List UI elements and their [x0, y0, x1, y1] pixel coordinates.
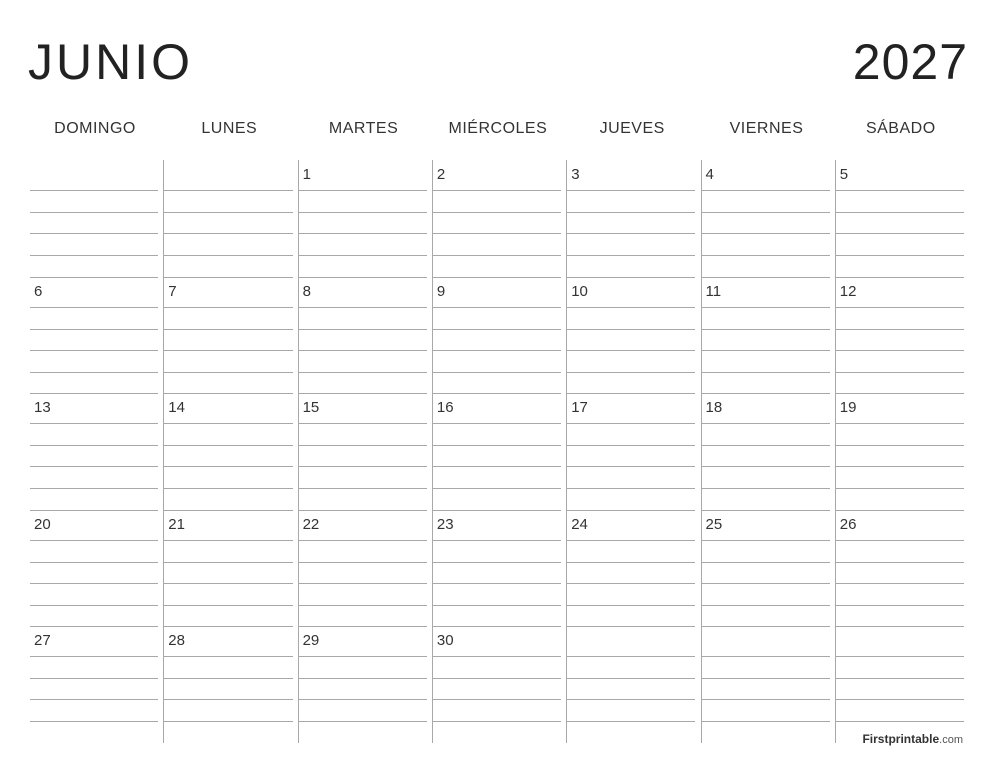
week-divider-line [567, 277, 695, 278]
day-cell [162, 393, 296, 510]
writing-line [836, 540, 964, 541]
writing-line [836, 372, 964, 373]
year-title: 2027 [852, 34, 968, 90]
week-divider-line [30, 393, 158, 394]
writing-line [164, 372, 292, 373]
writing-line [836, 212, 964, 213]
writing-line [702, 540, 830, 541]
writing-line [567, 583, 695, 584]
week-divider-line [164, 393, 292, 394]
writing-line [299, 445, 427, 446]
week-divider-line [299, 626, 427, 627]
day-cell [297, 626, 431, 743]
writing-line [702, 255, 830, 256]
writing-line [567, 255, 695, 256]
writing-line [433, 190, 561, 191]
day-cell [834, 626, 968, 743]
weekday-header-row [28, 118, 968, 142]
writing-line [702, 307, 830, 308]
writing-line [299, 307, 427, 308]
writing-line [164, 423, 292, 424]
day-number: 10 [571, 282, 588, 300]
writing-line [299, 212, 427, 213]
writing-line [164, 721, 292, 722]
week-divider-line [567, 510, 695, 511]
writing-line [433, 445, 561, 446]
day-cell [700, 510, 834, 627]
day-cell [297, 510, 431, 627]
week-divider-line [702, 510, 830, 511]
writing-line [836, 423, 964, 424]
writing-line [567, 307, 695, 308]
writing-line [30, 307, 158, 308]
day-cell [834, 510, 968, 627]
writing-line [433, 562, 561, 563]
day-number: 23 [436, 515, 454, 533]
brand-logo [862, 732, 963, 747]
writing-line [702, 445, 830, 446]
writing-line [164, 583, 292, 584]
day-cell [162, 160, 296, 277]
writing-line [702, 583, 830, 584]
week-divider-line [164, 277, 292, 278]
writing-line [164, 540, 292, 541]
day-number: 13 [34, 399, 51, 417]
day-cell [700, 393, 834, 510]
writing-line [433, 678, 561, 679]
writing-line [567, 721, 695, 722]
writing-line [836, 466, 964, 467]
writing-line [433, 307, 561, 308]
day-number: 11 [705, 282, 722, 300]
day-cell [297, 160, 431, 277]
week-divider-line [567, 393, 695, 394]
writing-line [299, 372, 427, 373]
day-cell [834, 160, 968, 277]
writing-line [702, 372, 830, 373]
month-title: JUNIO [28, 34, 193, 90]
writing-line [30, 488, 158, 489]
day-cell [28, 626, 162, 743]
writing-line [836, 445, 964, 446]
writing-line [702, 678, 830, 679]
writing-line [299, 233, 427, 234]
day-number: 5 [839, 166, 849, 183]
weekday-label: JUEVES [599, 120, 665, 137]
writing-line [30, 678, 158, 679]
day-cell [700, 160, 834, 277]
writing-line [702, 605, 830, 606]
writing-line [433, 540, 561, 541]
writing-line [299, 329, 427, 330]
day-cell [565, 510, 699, 627]
week-divider-line [299, 277, 427, 278]
writing-line [702, 656, 830, 657]
day-number: 19 [839, 399, 857, 417]
writing-line [164, 656, 292, 657]
week-divider-line [836, 510, 964, 511]
writing-line [164, 678, 292, 679]
week-divider-line [30, 510, 158, 511]
writing-line [702, 562, 830, 563]
writing-line [433, 372, 561, 373]
writing-line [433, 605, 561, 606]
calendar-grid [28, 160, 968, 743]
writing-line [164, 255, 292, 256]
weekday-label: VIERNES [729, 120, 804, 137]
day-number: 16 [436, 399, 454, 417]
writing-line [30, 562, 158, 563]
day-cell [565, 393, 699, 510]
weekday-label: SÁBADO [865, 120, 936, 137]
writing-line [433, 329, 561, 330]
writing-line [836, 562, 964, 563]
writing-line [299, 562, 427, 563]
writing-line [433, 212, 561, 213]
day-number: 28 [168, 632, 185, 650]
writing-line [702, 423, 830, 424]
writing-line [30, 372, 158, 373]
writing-line [702, 212, 830, 213]
writing-line [30, 540, 158, 541]
writing-line [702, 466, 830, 467]
day-number: 3 [571, 166, 580, 183]
writing-line [836, 233, 964, 234]
week-divider-line [433, 626, 561, 627]
day-number: 20 [34, 515, 51, 533]
day-number: 29 [302, 632, 320, 650]
week-divider-line [299, 393, 427, 394]
writing-line [299, 350, 427, 351]
writing-line [836, 699, 964, 700]
writing-line [30, 233, 158, 234]
writing-line [836, 583, 964, 584]
writing-line [164, 699, 292, 700]
writing-line [164, 350, 292, 351]
writing-line [30, 329, 158, 330]
day-number: 8 [302, 282, 311, 300]
writing-line [433, 583, 561, 584]
week-divider-line [702, 277, 830, 278]
weekday-label: MARTES [328, 120, 399, 137]
day-cell [565, 626, 699, 743]
weekday-label: DOMINGO [54, 120, 136, 137]
day-number: 24 [571, 515, 588, 533]
writing-line [164, 307, 292, 308]
day-number: 14 [168, 399, 185, 417]
writing-line [836, 721, 964, 722]
week-divider-line [567, 626, 695, 627]
writing-line [164, 562, 292, 563]
writing-line [836, 605, 964, 606]
writing-line [164, 605, 292, 606]
writing-line [299, 255, 427, 256]
writing-line [702, 488, 830, 489]
brand-tld: .com [939, 734, 963, 746]
day-cell [28, 160, 162, 277]
writing-line [702, 699, 830, 700]
writing-line [836, 190, 964, 191]
day-number: 25 [705, 515, 723, 533]
day-number: 17 [571, 399, 588, 417]
day-number: 30 [436, 632, 454, 650]
day-number: 21 [168, 515, 185, 533]
writing-line [164, 445, 292, 446]
day-cell [162, 277, 296, 394]
day-cell [565, 277, 699, 394]
writing-line [567, 678, 695, 679]
week-divider-line [702, 393, 830, 394]
writing-line [30, 350, 158, 351]
day-number: 15 [302, 399, 320, 417]
writing-line [567, 423, 695, 424]
day-number: 1 [302, 166, 311, 183]
day-number: 22 [302, 515, 320, 533]
writing-line [567, 562, 695, 563]
writing-line [299, 540, 427, 541]
writing-line [30, 583, 158, 584]
writing-line [299, 488, 427, 489]
day-cell [297, 393, 431, 510]
writing-line [433, 233, 561, 234]
writing-line [164, 190, 292, 191]
day-cell [431, 510, 565, 627]
day-cell [431, 160, 565, 277]
day-cell [297, 277, 431, 394]
writing-line [30, 190, 158, 191]
writing-line [433, 466, 561, 467]
writing-line [299, 721, 427, 722]
week-divider-line [433, 393, 561, 394]
writing-line [567, 350, 695, 351]
writing-line [164, 233, 292, 234]
weekday-label: LUNES [201, 120, 258, 137]
writing-line [836, 329, 964, 330]
writing-line [702, 190, 830, 191]
day-cell [700, 626, 834, 743]
day-number: 18 [705, 399, 723, 417]
writing-line [164, 212, 292, 213]
day-cell [431, 626, 565, 743]
writing-line [836, 678, 964, 679]
writing-line [30, 423, 158, 424]
writing-line [567, 212, 695, 213]
writing-line [433, 656, 561, 657]
writing-line [836, 307, 964, 308]
writing-line [164, 488, 292, 489]
writing-line [30, 445, 158, 446]
writing-line [433, 488, 561, 489]
writing-line [567, 488, 695, 489]
day-cell [162, 510, 296, 627]
writing-line [567, 329, 695, 330]
writing-line [433, 255, 561, 256]
writing-line [567, 372, 695, 373]
writing-line [299, 190, 427, 191]
writing-line [30, 466, 158, 467]
day-number: 26 [839, 515, 857, 533]
writing-line [30, 605, 158, 606]
writing-line [30, 212, 158, 213]
day-cell [565, 160, 699, 277]
day-cell [431, 393, 565, 510]
writing-line [299, 423, 427, 424]
week-divider-line [836, 393, 964, 394]
day-cell [28, 393, 162, 510]
writing-line [30, 656, 158, 657]
writing-line [702, 350, 830, 351]
week-divider-line [836, 277, 964, 278]
day-number: 4 [705, 166, 714, 183]
writing-line [299, 678, 427, 679]
day-number: 2 [436, 166, 446, 183]
week-divider-line [433, 277, 561, 278]
writing-line [836, 350, 964, 351]
writing-line [567, 466, 695, 467]
day-number: 6 [34, 282, 43, 300]
week-divider-line [299, 510, 427, 511]
writing-line [299, 605, 427, 606]
day-number: 12 [839, 282, 857, 300]
writing-line [30, 721, 158, 722]
writing-line [164, 329, 292, 330]
brand-name: Firstprintable [862, 732, 940, 746]
writing-line [567, 190, 695, 191]
writing-line [164, 466, 292, 467]
week-divider-line [164, 626, 292, 627]
week-divider-line [433, 510, 561, 511]
day-cell [431, 277, 565, 394]
writing-line [30, 255, 158, 256]
writing-line [567, 445, 695, 446]
writing-line [433, 423, 561, 424]
writing-line [433, 721, 561, 722]
writing-line [702, 721, 830, 722]
writing-line [299, 699, 427, 700]
writing-line [702, 329, 830, 330]
writing-line [567, 656, 695, 657]
week-divider-line [702, 626, 830, 627]
writing-line [567, 540, 695, 541]
writing-line [433, 699, 561, 700]
week-divider-line [836, 626, 964, 627]
day-number: 27 [34, 632, 51, 650]
writing-line [567, 699, 695, 700]
day-cell [700, 277, 834, 394]
writing-line [567, 605, 695, 606]
day-cell [834, 393, 968, 510]
weekday-label: MIÉRCOLES [448, 120, 548, 137]
writing-line [836, 255, 964, 256]
day-cell [28, 510, 162, 627]
writing-line [567, 233, 695, 234]
writing-line [836, 488, 964, 489]
writing-line [299, 466, 427, 467]
day-number: 9 [436, 282, 446, 300]
writing-line [836, 656, 964, 657]
writing-line [30, 699, 158, 700]
writing-line [299, 583, 427, 584]
day-cell [162, 626, 296, 743]
week-divider-line [30, 626, 158, 627]
writing-line [702, 233, 830, 234]
day-number: 7 [168, 282, 177, 300]
day-cell [28, 277, 162, 394]
writing-line [299, 656, 427, 657]
writing-line [433, 350, 561, 351]
week-divider-line [30, 277, 158, 278]
week-divider-line [164, 510, 292, 511]
day-cell [834, 277, 968, 394]
